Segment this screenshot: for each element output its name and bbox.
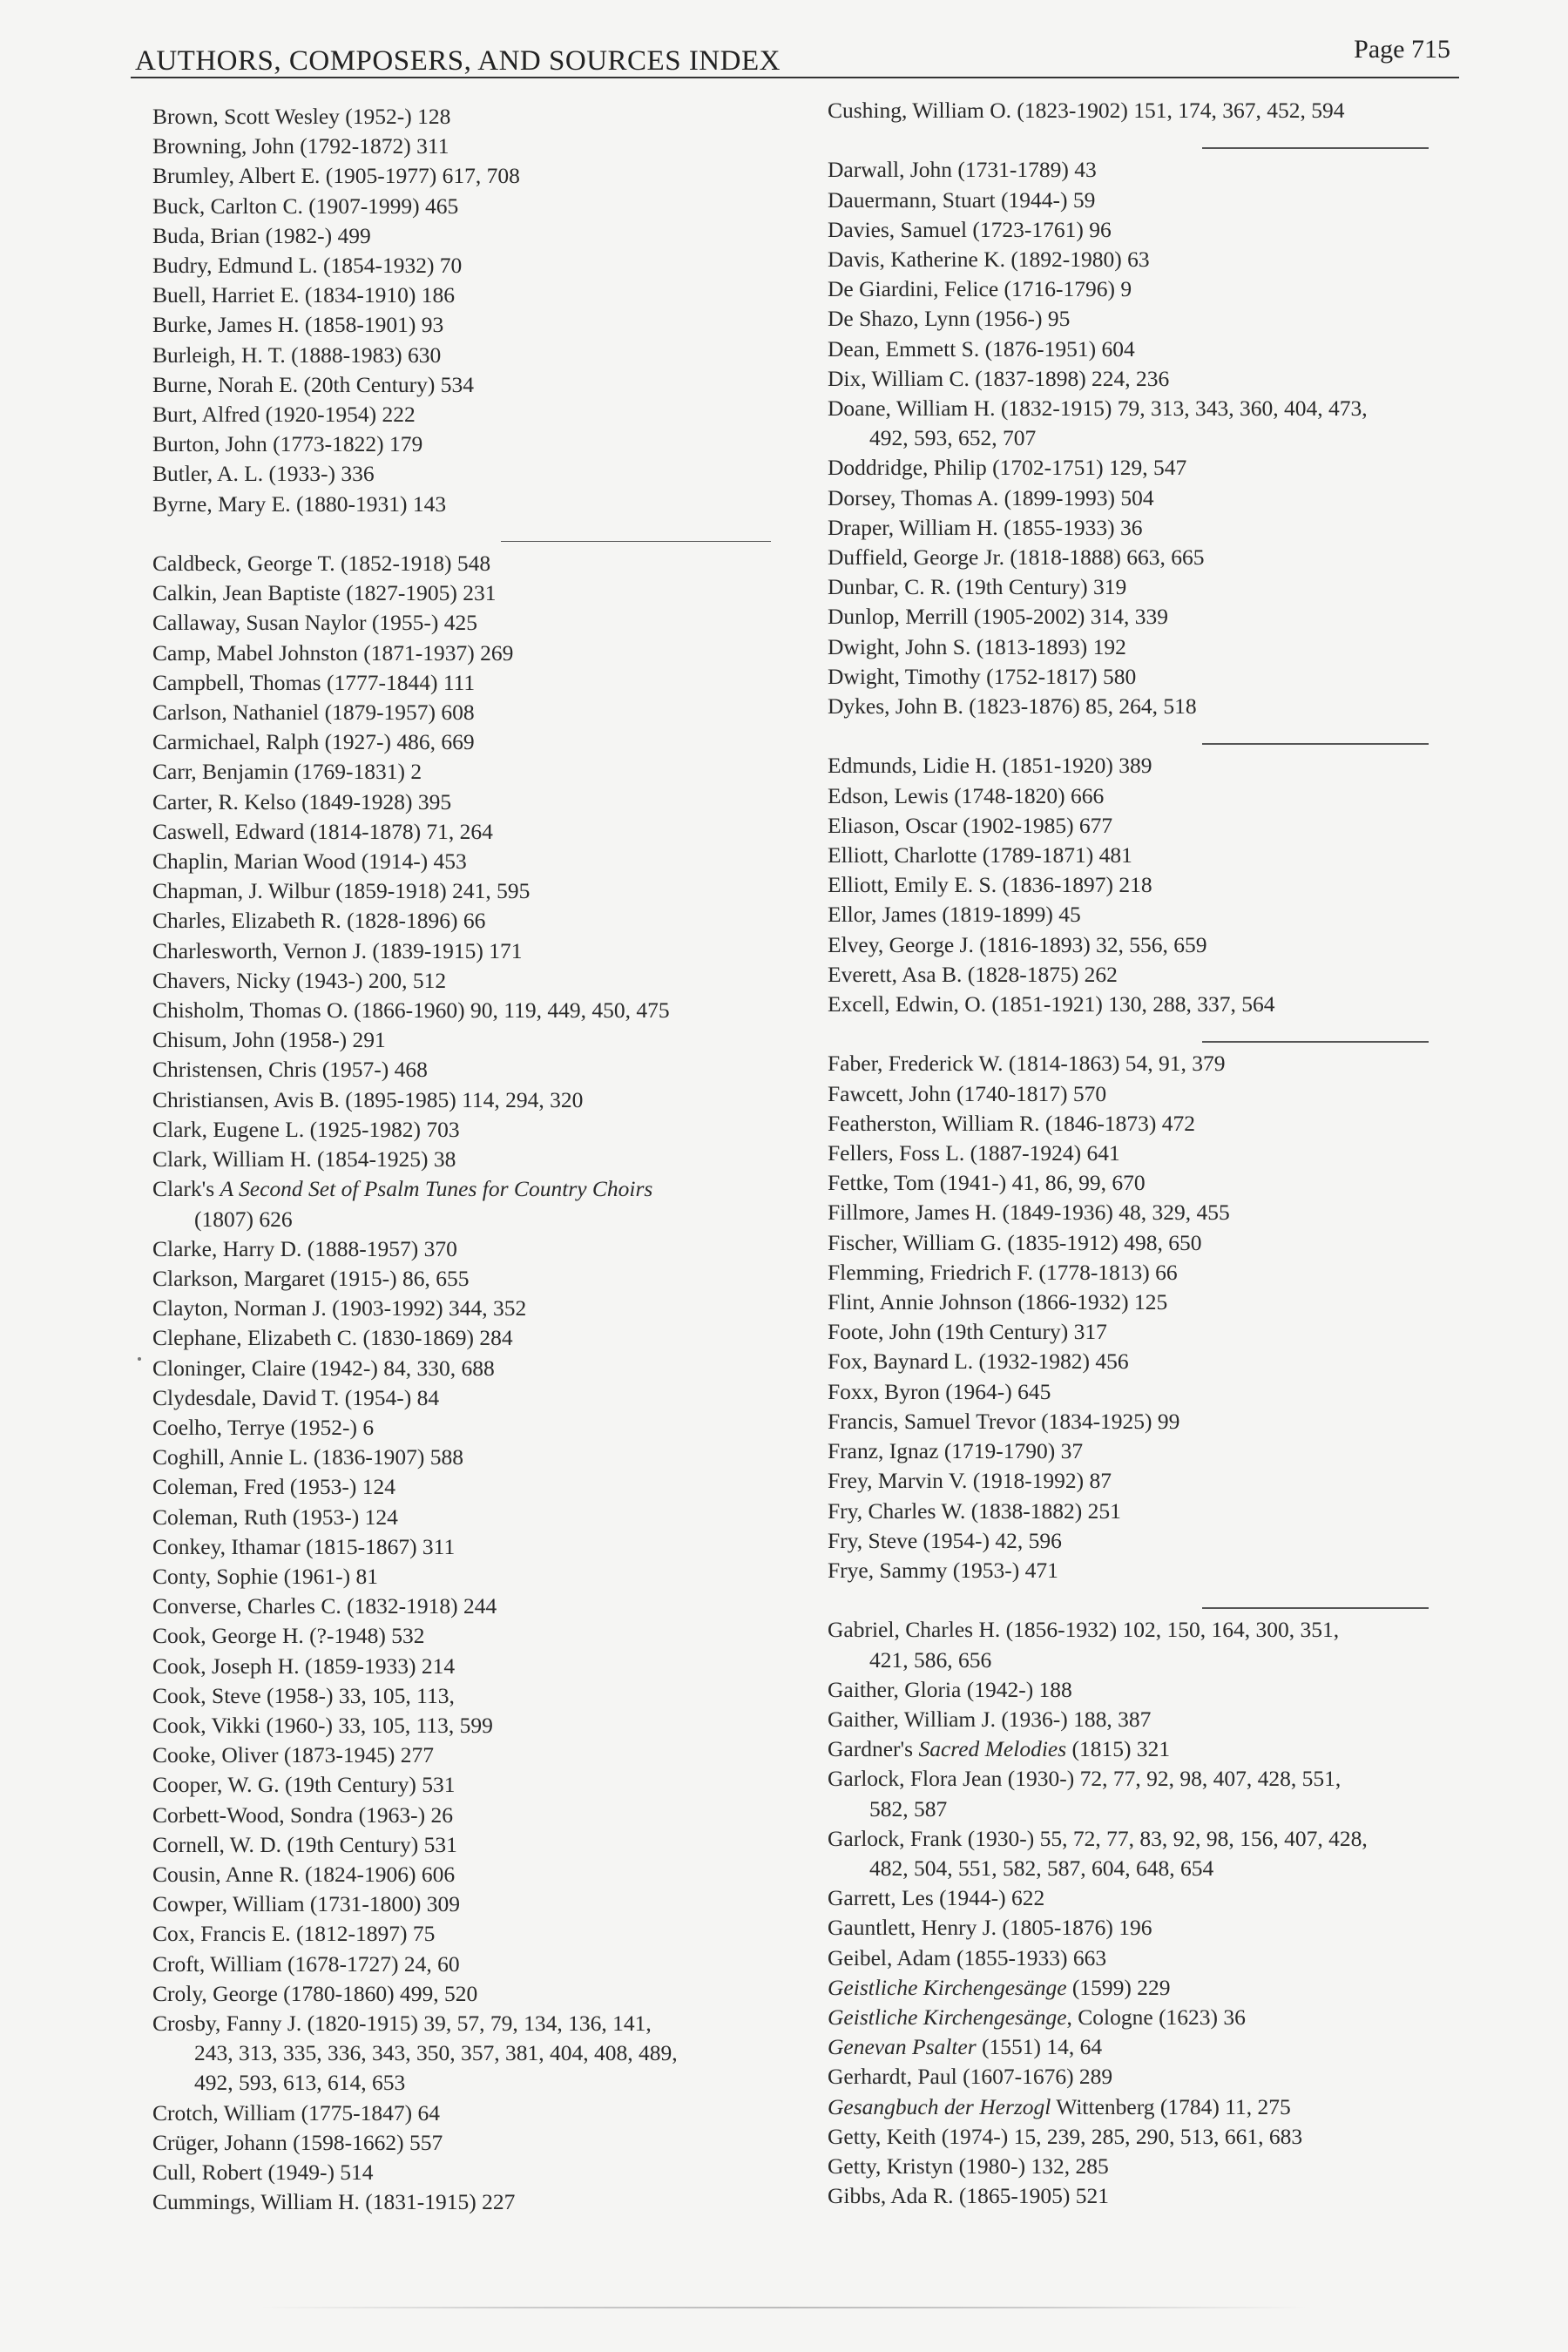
index-entry: Buck, Carlton C. (1907-1999) 465 xyxy=(152,193,459,219)
index-entry: Faber, Frederick W. (1814-1863) 54, 91, 379 xyxy=(828,1051,1226,1077)
entry-text: (1551) 14, 64 xyxy=(976,2034,1103,2060)
index-entry: Cushing, William O. (1823-1902) 151, 174, 367, 452, 594 xyxy=(828,98,1345,123)
index-entry: Buda, Brian (1982-) 499 xyxy=(152,222,371,248)
index-entry: Callaway, Susan Naylor (1955-) 425 xyxy=(152,610,477,636)
index-entry: Chavers, Nicky (1943-) 200, 512 xyxy=(152,967,447,993)
index-entry: Budry, Edmund L. (1854-1932) 70 xyxy=(152,253,463,279)
index-entry: Christensen, Chris (1957-) 468 xyxy=(152,1057,428,1083)
index-entry: Dauermann, Stuart (1944-) 59 xyxy=(828,186,1096,213)
index-entry: Dwight, John S. (1813-1893) 192 xyxy=(828,633,1126,659)
index-entry: Crotch, William (1775-1847) 64 xyxy=(152,2099,440,2126)
index-entry: Foxx, Byron (1964-) 645 xyxy=(828,1378,1051,1404)
index-entry: Charlesworth, Vernon J. (1839-1915) 171 xyxy=(152,937,523,963)
index-entry: Gaither, William J. (1936-) 188, 387 xyxy=(828,1706,1152,1732)
index-entry: Chapman, J. Wilbur (1859-1918) 241, 595 xyxy=(152,878,531,904)
index-entry: De Shazo, Lynn (1956-) 95 xyxy=(828,306,1071,332)
entry-title-italic: Geistliche Kirchengesänge xyxy=(828,1974,1067,2000)
index-entry: Dwight, Timothy (1752-1817) 580 xyxy=(828,663,1137,689)
index-entry: Camp, Mabel Johnston (1871-1937) 269 xyxy=(152,639,514,666)
index-entry: Edson, Lewis (1748-1820) 666 xyxy=(828,782,1105,808)
index-entry: Dix, William C. (1837-1898) 224, 236 xyxy=(828,365,1170,391)
section-divider xyxy=(828,721,1472,751)
index-entry: Davies, Samuel (1723-1761) 96 xyxy=(828,216,1112,242)
index-entry: Fawcett, John (1740-1817) 570 xyxy=(828,1080,1107,1106)
index-entry: Franz, Ignaz (1719-1790) 37 xyxy=(828,1438,1084,1464)
index-entry: Dunbar, C. R. (19th Century) 319 xyxy=(828,574,1127,600)
index-entry: Caldbeck, George T. (1852-1918) 548 xyxy=(152,551,491,577)
index-entry: Clarke, Harry D. (1888-1957) 370 xyxy=(152,1235,457,1261)
index-entry: Brown, Scott Wesley (1952-) 128 xyxy=(152,104,451,129)
entry-text: , Cologne (1623) 36 xyxy=(1066,2004,1246,2030)
index-entry: Cooke, Oliver (1873-1945) 277 xyxy=(152,1742,434,1768)
index-entry: Draper, William H. (1855-1933) 36 xyxy=(828,514,1143,540)
index-entry: Fry, Steve (1954-) 42, 596 xyxy=(828,1527,1062,1553)
index-entry: Conkey, Ithamar (1815-1867) 311 xyxy=(152,1533,456,1559)
index-entry: Fellers, Foss L. (1887-1924) 641 xyxy=(828,1140,1120,1166)
index-entry: Fry, Charles W. (1838-1882) 251 xyxy=(828,1497,1121,1524)
index-entry: Carmichael, Ralph (1927-) 486, 669 xyxy=(152,729,475,755)
index-entry: Frye, Sammy (1953-) 471 xyxy=(828,1557,1058,1583)
index-entry: Crüger, Johann (1598-1662) 557 xyxy=(152,2129,443,2155)
index-entry: Cloninger, Claire (1942-) 84, 330, 688 xyxy=(152,1355,495,1381)
entry-text: Clark's xyxy=(152,1176,220,1202)
entry-text: Wittenberg (1784) 11, 275 xyxy=(1051,2093,1291,2119)
index-entry xyxy=(828,1734,1472,1764)
index-entry: Elliott, Emily E. S. (1836-1897) 218 xyxy=(828,872,1152,898)
section-divider xyxy=(828,1585,1472,1615)
section-divider xyxy=(152,519,867,549)
index-entry-continuation: 243, 313, 335, 336, 343, 350, 357, 381, 404, 408, 489, xyxy=(194,2040,678,2066)
page-number: Page 715 xyxy=(1354,35,1450,64)
index-entry: Burt, Alfred (1920-1954) 222 xyxy=(152,402,416,428)
index-entry: Carter, R. Kelso (1849-1928) 395 xyxy=(152,788,452,814)
index-entry: Clark, William H. (1854-1925) 38 xyxy=(152,1146,456,1173)
index-entry: Cornell, W. D. (19th Century) 531 xyxy=(152,1831,457,1857)
index-entry: Frey, Marvin V. (1918-1992) 87 xyxy=(828,1468,1112,1494)
page-title: AUTHORS, COMPOSERS, AND SOURCES INDEX xyxy=(135,45,781,77)
index-entry: Burleigh, H. T. (1888-1983) 630 xyxy=(152,341,442,368)
index-entry: Dykes, John B. (1823-1876) 85, 264, 518 xyxy=(828,693,1197,720)
index-entry-continuation: (1807) 626 xyxy=(194,1206,293,1232)
index-entry: Clarkson, Margaret (1915-) 86, 655 xyxy=(152,1265,470,1291)
index-entry: Fischer, William G. (1835-1912) 498, 650 xyxy=(828,1229,1202,1255)
header-rule xyxy=(131,77,1459,78)
index-entry: Chaplin, Marian Wood (1914-) 453 xyxy=(152,848,467,875)
index-entry: Eliason, Oscar (1902-1985) 677 xyxy=(828,812,1113,838)
index-entry-continuation: 582, 587 xyxy=(869,1795,948,1821)
index-entry: Doddridge, Philip (1702-1751) 129, 547 xyxy=(828,455,1187,481)
index-entry: Byrne, Mary E. (1880-1931) 143 xyxy=(152,490,447,517)
index-entry: Getty, Keith (1974-) 15, 239, 285, 290, 513, 661, 683 xyxy=(828,2123,1303,2149)
index-entry: Excell, Edwin, O. (1851-1921) 130, 288, 337, 564 xyxy=(828,991,1275,1017)
index-entry: Cooper, W. G. (19th Century) 531 xyxy=(152,1772,456,1798)
index-entry: Browning, John (1792-1872) 311 xyxy=(152,133,449,159)
index-entry: Fox, Baynard L. (1932-1982) 456 xyxy=(828,1348,1129,1375)
index-entry: Burne, Norah E. (20th Century) 534 xyxy=(152,371,474,397)
index-entry: Carlson, Nathaniel (1879-1957) 608 xyxy=(152,700,475,726)
entry-title-italic: A Second Set of Psalm Tunes for Country Choirs xyxy=(220,1176,653,1202)
index-entry: Carr, Benjamin (1769-1831) 2 xyxy=(152,759,422,785)
index-entry: De Giardini, Felice (1716-1796) 9 xyxy=(828,276,1132,302)
index-entry: Flint, Annie Johnson (1866-1932) 125 xyxy=(828,1289,1168,1315)
index-entry: Foote, John (19th Century) 317 xyxy=(828,1319,1107,1345)
index-entry: Elliott, Charlotte (1789-1871) 481 xyxy=(828,842,1132,868)
left-column xyxy=(152,102,867,2217)
index-entry: Everett, Asa B. (1828-1875) 262 xyxy=(828,961,1118,987)
index-entry: Buell, Harriet E. (1834-1910) 186 xyxy=(152,282,456,308)
index-entry: Cowper, William (1731-1800) 309 xyxy=(152,1891,461,1917)
index-entry: Gerhardt, Paul (1607-1676) 289 xyxy=(828,2064,1113,2090)
index-entry: Burton, John (1773-1822) 179 xyxy=(152,431,423,457)
index-entry: Dunlop, Merrill (1905-2002) 314, 339 xyxy=(828,604,1168,630)
index-entry: Gaither, Gloria (1942-) 188 xyxy=(828,1676,1072,1702)
index-entry: Fillmore, James H. (1849-1936) 48, 329, 455 xyxy=(828,1200,1230,1226)
index-entry: Clydesdale, David T. (1954-) 84 xyxy=(152,1384,440,1410)
index-entry: Brumley, Albert E. (1905-1977) 617, 708 xyxy=(152,163,520,189)
index-entry: Cox, Francis E. (1812-1897) 75 xyxy=(152,1921,436,1947)
index-entry: Campbell, Thomas (1777-1844) 111 xyxy=(152,669,476,695)
index-entry xyxy=(152,1174,867,1204)
index-entry: Chisum, John (1958-) 291 xyxy=(152,1027,386,1053)
index-entry-continuation: 492, 593, 652, 707 xyxy=(869,425,1037,451)
index-entry: Corbett-Wood, Sondra (1963-) 26 xyxy=(152,1801,453,1828)
index-entry: Dorsey, Thomas A. (1899-1993) 504 xyxy=(828,484,1154,510)
index-entry: Clephane, Elizabeth C. (1830-1869) 284 xyxy=(152,1325,513,1351)
index-entry: Garlock, Flora Jean (1930-) 72, 77, 92, 98, 407, 428, 551, xyxy=(828,1766,1342,1792)
index-entry: Christiansen, Avis B. (1895-1985) 114, 294, 320 xyxy=(152,1086,584,1112)
entry-text: (1599) 229 xyxy=(1066,1974,1171,2000)
index-entry: Coleman, Ruth (1953-) 124 xyxy=(152,1504,398,1530)
index-entry: Conty, Sophie (1961-) 81 xyxy=(152,1563,378,1589)
index-entry: Doane, William H. (1832-1915) 79, 313, 343, 360, 404, 473, xyxy=(828,395,1368,422)
index-entry: Cull, Robert (1949-) 514 xyxy=(152,2159,374,2185)
index-entry: Coghill, Annie L. (1836-1907) 588 xyxy=(152,1444,463,1470)
index-entry xyxy=(828,2092,1472,2122)
index-entry: Francis, Samuel Trevor (1834-1925) 99 xyxy=(828,1408,1180,1434)
index-entry: Elvey, George J. (1816-1893) 32, 556, 659 xyxy=(828,931,1207,957)
index-entry: Coelho, Terrye (1952-) 6 xyxy=(152,1414,375,1440)
entry-text: Gardner's xyxy=(828,1736,919,1762)
index-entry: Cook, George H. (?-1948) 532 xyxy=(152,1623,425,1649)
index-entry: Fettke, Tom (1941-) 41, 86, 99, 670 xyxy=(828,1170,1146,1196)
index-entry-continuation: 492, 593, 613, 614, 653 xyxy=(194,2070,406,2096)
index-entry: Garlock, Frank (1930-) 55, 72, 77, 83, 92, 98, 156, 407, 428, xyxy=(828,1825,1368,1851)
stray-mark xyxy=(138,1357,141,1361)
index-entry: Cook, Joseph H. (1859-1933) 214 xyxy=(152,1652,456,1679)
entry-title-italic: Geistliche Kirchengesänge xyxy=(828,2004,1067,2030)
index-entry: Flemming, Friedrich F. (1778-1813) 66 xyxy=(828,1259,1178,1285)
entry-text: (1815) 321 xyxy=(1066,1736,1171,1762)
index-entry: Charles, Elizabeth R. (1828-1896) 66 xyxy=(152,908,486,934)
index-entry xyxy=(828,2003,1472,2032)
index-entry: Clayton, Norman J. (1903-1992) 344, 352 xyxy=(152,1295,527,1321)
right-column xyxy=(828,96,1472,2211)
index-entry-continuation: 482, 504, 551, 582, 587, 604, 648, 654 xyxy=(869,1855,1214,1881)
section-divider xyxy=(828,125,1472,155)
index-entry: Dean, Emmett S. (1876-1951) 604 xyxy=(828,335,1135,362)
index-entry: Coleman, Fred (1953-) 124 xyxy=(152,1474,396,1500)
index-entry: Caswell, Edward (1814-1878) 71, 264 xyxy=(152,818,493,844)
index-entry: Duffield, George Jr. (1818-1888) 663, 665 xyxy=(828,544,1205,571)
index-entry xyxy=(828,2032,1472,2062)
index-entry: Gabriel, Charles H. (1856-1932) 102, 150, 164, 300, 351, xyxy=(828,1617,1340,1643)
index-entry: Clark, Eugene L. (1925-1982) 703 xyxy=(152,1116,460,1142)
index-entry: Geibel, Adam (1855-1933) 663 xyxy=(828,1944,1107,1970)
index-entry: Ellor, James (1819-1899) 45 xyxy=(828,902,1081,928)
index-entry-continuation: 421, 586, 656 xyxy=(869,1646,992,1673)
index-entry: Cook, Vikki (1960-) 33, 105, 113, 599 xyxy=(152,1712,493,1738)
index-entry: Gauntlett, Henry J. (1805-1876) 196 xyxy=(828,1915,1152,1941)
index-entry: Cook, Steve (1958-) 33, 105, 113, xyxy=(152,1682,455,1708)
index-entry: Getty, Kristyn (1980-) 132, 285 xyxy=(828,2153,1109,2179)
section-divider xyxy=(828,1019,1472,1049)
entry-title-italic: Gesangbuch der Herzogl xyxy=(828,2093,1051,2119)
index-entry: Davis, Katherine K. (1892-1980) 63 xyxy=(828,247,1150,272)
index-entry xyxy=(828,1973,1472,2003)
index-entry: Featherston, William R. (1846-1873) 472 xyxy=(828,1110,1196,1136)
index-entry: Butler, A. L. (1933-) 336 xyxy=(152,461,375,487)
index-entry: Calkin, Jean Baptiste (1827-1905) 231 xyxy=(152,580,497,606)
index-entry: Crosby, Fanny J. (1820-1915) 39, 57, 79, 134, 136, 141, xyxy=(152,2010,652,2036)
index-entry: Converse, Charles C. (1832-1918) 244 xyxy=(152,1593,497,1619)
entry-title-italic: Sacred Melodies xyxy=(918,1736,1067,1762)
index-entry: Gibbs, Ada R. (1865-1905) 521 xyxy=(828,2183,1109,2209)
index-entry: Garrett, Les (1944-) 622 xyxy=(828,1885,1045,1911)
index-entry: Cousin, Anne R. (1824-1906) 606 xyxy=(152,1861,456,1887)
index-entry: Croly, George (1780-1860) 499, 520 xyxy=(152,1980,478,2006)
entry-title-italic: Genevan Psalter xyxy=(828,2034,977,2060)
index-entry: Darwall, John (1731-1789) 43 xyxy=(828,157,1097,183)
index-entry: Burke, James H. (1858-1901) 93 xyxy=(152,312,444,338)
index-entry: Chisholm, Thomas O. (1866-1960) 90, 119, 449, 450, 475 xyxy=(152,997,670,1024)
bottom-scan-line xyxy=(261,2307,1307,2308)
index-entry: Croft, William (1678-1727) 24, 60 xyxy=(152,1950,460,1977)
index-entry: Cummings, William H. (1831-1915) 227 xyxy=(152,2189,516,2215)
index-entry: Edmunds, Lidie H. (1851-1920) 389 xyxy=(828,753,1152,779)
